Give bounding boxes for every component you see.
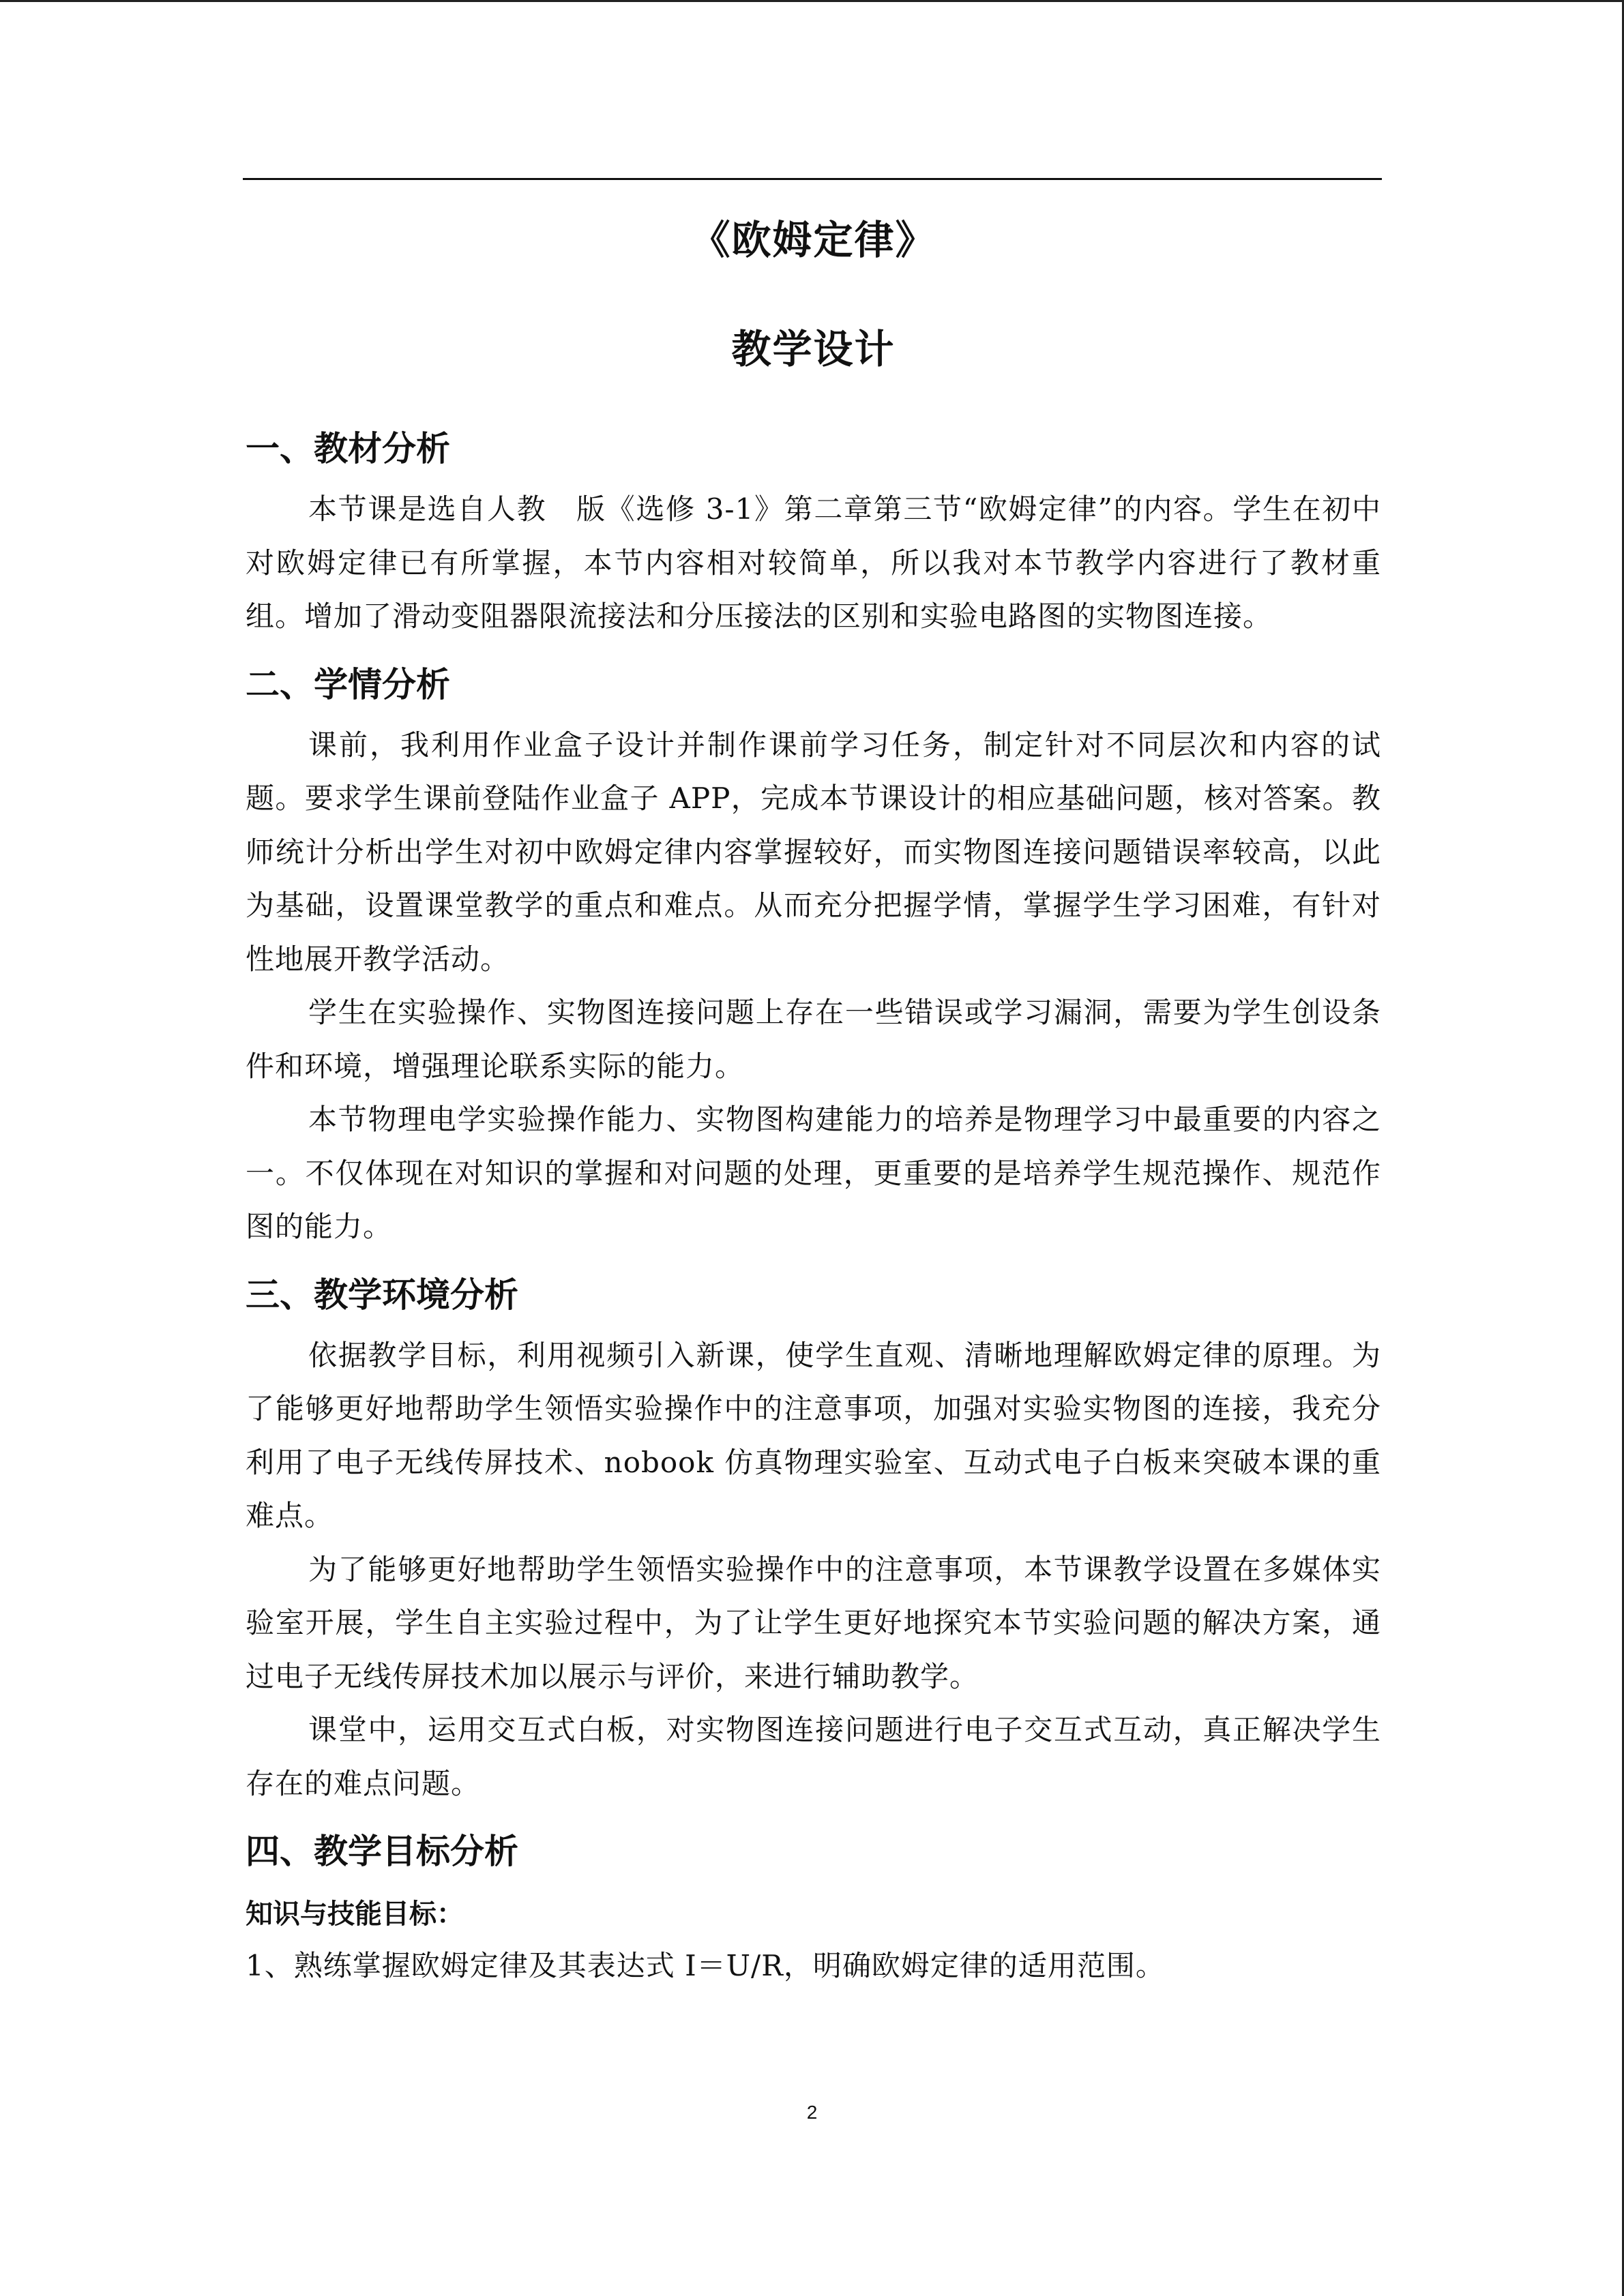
subheading-knowledge-skills: 知识与技能目标： (246, 1898, 464, 1930)
paragraph: 为了能够更好地帮助学生领悟实验操作中的注意事项，本节课教学设置在多媒体实验室开展，学生自主实验过程中，为了让学生更好地探究本节实验问题的解决方案，通过电子无线传屏技术加以展示与评价，来进行辅助教学。 (246, 1552, 1381, 1693)
paragraph: 学生在实验操作、实物图连接问题上存在一些错误或学习漏洞，需要为学生创设条件和环境，增强理论联系实际的能力。 (246, 996, 1381, 1083)
paragraph: 课堂中，运用交互式白板，对实物图连接问题进行电子交互式互动，真正解决学生存在的难点问题。 (246, 1713, 1381, 1800)
section-heading-student-analysis: 二、学情分析 (246, 664, 450, 704)
page-top-border (0, 0, 1624, 2)
paragraph: 依据教学目标，利用视频引入新课，使学生直观、清晰地理解欧姆定律的原理。为了能够更好地帮助学生领悟实验操作中的注意事项，加强对实验实物图的连接，我充分利用了电子无线传屏技术、nobook 仿真物理实验室、互动式电子白板来突破本课的重难点。 (246, 1338, 1381, 1532)
document-title: 《欧姆定律》 (690, 217, 936, 263)
document-body (246, 205, 1381, 1992)
section-heading-objectives-analysis: 四、教学目标分析 (246, 1832, 518, 1871)
header-rule (243, 178, 1382, 180)
section-heading-textbook-analysis: 一、教材分析 (246, 429, 450, 468)
paragraph: 课前，我利用作业盒子设计并制作课前学习任务，制定针对不同层次和内容的试题。要求学生课前登陆作业盒子 APP，完成本节课设计的相应基础问题，核对答案。教师统计分析出学生对初中欧姆定律内容掌握较好，而实物图连接问题错误率较高，以此为基础，设置课堂教学的重点和难点。从而充分把握学情，掌握学生学习困难，有针对性地展开教学活动。 (246, 728, 1381, 976)
section-heading-environment-analysis: 三、教学环境分析 (246, 1274, 518, 1315)
paragraph: 本节课是选自人教 版《选修 3-1》第二章第三节“欧姆定律”的内容。学生在初中对欧姆定律已有所掌握，本节内容相对较简单，所以我对本节教学内容进行了教材重组。增加了滑动变阻器限流接法和分压接法的区别和实验电路图的实物图连接。 (246, 492, 1381, 633)
list-item: 1、熟练掌握欧姆定律及其表达式 I＝U/R，明确欧姆定律的适用范围。 (246, 1949, 1165, 1982)
page-number: 2 (806, 2102, 818, 2123)
paragraph: 本节物理电学实验操作能力、实物图构建能力的培养是物理学习中最重要的内容之一。不仅体现在对知识的掌握和对问题的处理，更重要的是培养学生规范操作、规范作图的能力。 (246, 1103, 1381, 1243)
document-subtitle: 教学设计 (731, 326, 896, 372)
